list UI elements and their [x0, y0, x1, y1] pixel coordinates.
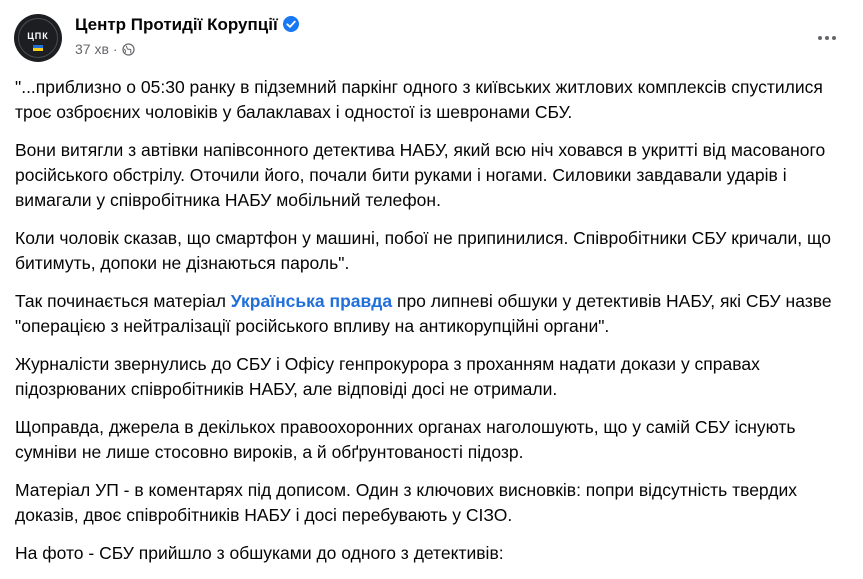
page-name-link[interactable]	[75, 15, 299, 37]
avatar-logo-text: ЦПК	[27, 31, 49, 41]
ukraine-flag-icon	[33, 45, 43, 51]
page-name: Центр Протидії Корупції	[75, 15, 278, 34]
post-paragraph: Вони витягли з автівки напівсонного детектива НАБУ, який всю ніч ховався в укритті від масованого російського обстрілу. Оточили його, почали бити руками і ногами. Силовики завдавали ударів і вимагали у співробітника НАБУ мобільний телефон.	[15, 140, 826, 210]
more-options-button[interactable]	[809, 20, 845, 56]
post-paragraph: Журналісти звернулись до СБУ і Офісу генпрокурора з проханням надати докази у справах підозрюваних співробітників НАБУ, але відповіді досі не отримали.	[15, 354, 760, 399]
post-text	[15, 75, 853, 579]
post-header	[14, 14, 849, 62]
ukrainska-pravda-link[interactable]: Українська правда	[230, 291, 393, 311]
post-timestamp[interactable]: 37 хв	[75, 41, 109, 57]
paragraph-text: про липневі обшуки у детективів НАБУ, які СБУ назве "операцією з нейтралізації російського впливу на антикорупційні органи".	[15, 291, 832, 336]
globe-icon[interactable]	[122, 43, 135, 59]
post-paragraph	[15, 289, 853, 339]
post-paragraph: Щоправда, джерела в декількох правоохоронних органах наголошують, що у самій СБУ існують сумніви не лише стосовно вироків, а й обґрунтованості підозр.	[15, 417, 796, 462]
meta-separator: ·	[112, 41, 118, 57]
paragraph-text: Так починається матеріал	[15, 291, 231, 311]
post-paragraph: Коли чоловік сказав, що смартфон у машині, побої не припинилися. Співробітники СБУ кричали, що битимуть, допоки не дізнаються пароль".	[15, 228, 831, 273]
post-paragraph: Матеріал УП - в коментарях під дописом. Один з ключових висновків: попри відсутність твердих доказів, двоє співробітників НАБУ і досі перебувають у СІЗО.	[15, 480, 797, 525]
more-options-icon	[818, 36, 836, 40]
verified-badge-icon	[283, 16, 299, 37]
post-paragraph: "...приблизно о 05:30 ранку в підземний паркінг одного з київських житлових комплексів спустилися троє озброєних чоловіків у балаклавах і одностої із шевронами СБУ.	[15, 77, 823, 122]
avatar[interactable]	[14, 14, 62, 62]
post-meta	[75, 41, 135, 59]
post-paragraph: На фото - СБУ прийшло з обшуками до одного з детективів:	[15, 543, 504, 563]
